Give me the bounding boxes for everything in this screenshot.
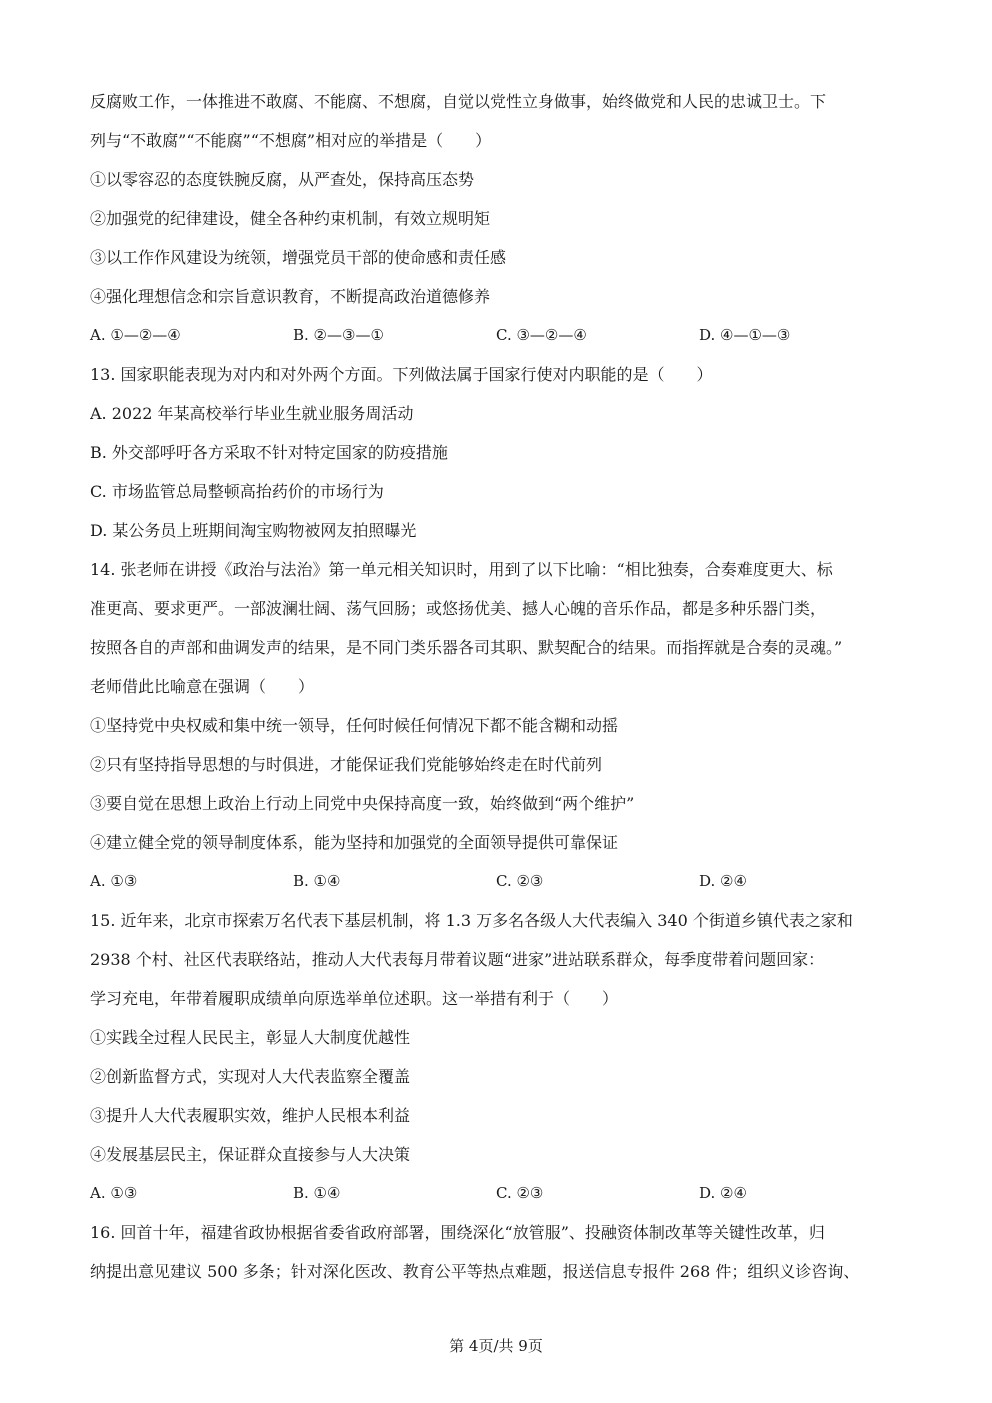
option-b: B. ②—③—① <box>293 326 384 344</box>
statement-item: ②只有坚持指导思想的与时俱进，才能保证我们党能够始终走在时代前列 <box>90 755 603 774</box>
option-d: D. ②④ <box>699 1184 747 1202</box>
statement-item: ③以工作作风建设为统领，增强党员干部的使命感和责任感 <box>90 248 507 267</box>
statement-item: ③提升人大代表履职实效，维护人民根本利益 <box>90 1106 411 1125</box>
question-text: 13. 国家职能表现为对内和对外两个方面。下列做法属于国家行使对内职能的是（ ） <box>90 365 713 384</box>
option-b: B. ①④ <box>293 872 341 890</box>
option-c: C. ②③ <box>496 1184 544 1202</box>
question-text: 学习充电，年带着履职成绩单向原选举单位述职。这一举措有利于（ ） <box>90 989 619 1008</box>
option-d: D. ④—①—③ <box>699 326 791 344</box>
statement-item: ①以零容忍的态度铁腕反腐，从严查处，保持高压态势 <box>90 170 475 189</box>
option-c: C. ③—②—④ <box>496 326 587 344</box>
statement-item: ③要自觉在思想上政治上行动上同党中央保持高度一致，始终做到“两个维护” <box>90 794 635 813</box>
question-text: 15. 近年来，北京市探索万名代表下基层机制，将 1.3 万多名各级人大代表编入 340 个街道乡镇代表之家和 <box>90 911 853 930</box>
choice-c: C. 市场监管总局整顿高抬药价的市场行为 <box>90 482 384 501</box>
statement-item: ④发展基层民主，保证群众直接参与人大决策 <box>90 1145 411 1164</box>
statement-item: ②加强党的纪律建设，健全各种约束机制，有效立规明矩 <box>90 209 491 228</box>
statement-item: ④强化理想信念和宗旨意识教育，不断提高政治道德修养 <box>90 287 491 306</box>
option-d: D. ②④ <box>699 872 747 890</box>
choice-b: B. 外交部呼吁各方采取不针对特定国家的防疫措施 <box>90 443 448 462</box>
page-number: 第 4页/共 9页 <box>449 1337 543 1355</box>
question-text: 2938 个村、社区代表联络站，推动人大代表每月带着议题“进家”进站联系群众，每季度带着问题回家： <box>90 950 825 969</box>
question-text: 准更高、要求更严。一部波澜壮阔、荡气回肠；或悠扬优美、撼人心魄的音乐作品，都是多种乐器门类， <box>90 599 827 618</box>
statement-item: ①实践全过程人民民主，彰显人大制度优越性 <box>90 1028 411 1047</box>
question-text: 反腐败工作，一体推进不敢腐、不能腐、不想腐，自觉以党性立身做事，始终做党和人民的忠诚卫士。下 <box>90 92 827 111</box>
question-text: 老师借此比喻意在强调（ ） <box>90 677 315 696</box>
question-15 <box>90 901 910 1213</box>
answer-options <box>90 862 910 901</box>
question-text: 纳提出意见建议 500 多条；针对深化医改、教育公平等热点难题，报送信息专报件 268 件；组织义诊咨询、 <box>90 1262 860 1281</box>
choice-a: A. 2022 年某高校举行毕业生就业服务周活动 <box>90 404 414 423</box>
statement-item: ④建立健全党的领导制度体系，能为坚持和加强党的全面领导提供可靠保证 <box>90 833 619 852</box>
option-c: C. ②③ <box>496 872 544 890</box>
statement-item: ①坚持党中央权威和集中统一领导，任何时候任何情况下都不能含糊和动摇 <box>90 716 619 735</box>
question-text: 列与“不敢腐”“不能腐”“不想腐”相对应的举措是（ ） <box>90 131 492 150</box>
option-a: A. ①—②—④ <box>90 326 181 344</box>
answer-options <box>90 316 910 355</box>
option-a: A. ①③ <box>90 872 138 890</box>
question-text: 14. 张老师在讲授《政治与法治》第一单元相关知识时，用到了以下比喻：“相比独奏，合奏难度更大、标 <box>90 560 833 579</box>
question-12 <box>90 82 910 355</box>
question-text: 16. 回首十年，福建省政协根据省委省政府部署，围绕深化“放管服”、投融资体制改革等关键性改革，归 <box>90 1223 825 1242</box>
exam-page-content <box>90 82 910 1291</box>
statement-item: ②创新监督方式，实现对人大代表监察全覆盖 <box>90 1067 411 1086</box>
choice-d: D. 某公务员上班期间淘宝购物被网友拍照曝光 <box>90 521 417 540</box>
question-text: 按照各自的声部和曲调发声的结果，是不同门类乐器各司其职、默契配合的结果。而指挥就是合奏的灵魂。” <box>90 638 843 657</box>
option-b: B. ①④ <box>293 1184 341 1202</box>
option-a: A. ①③ <box>90 1184 138 1202</box>
question-16 <box>90 1213 910 1291</box>
answer-options <box>90 1174 910 1213</box>
question-14 <box>90 550 910 901</box>
question-13 <box>90 355 910 550</box>
